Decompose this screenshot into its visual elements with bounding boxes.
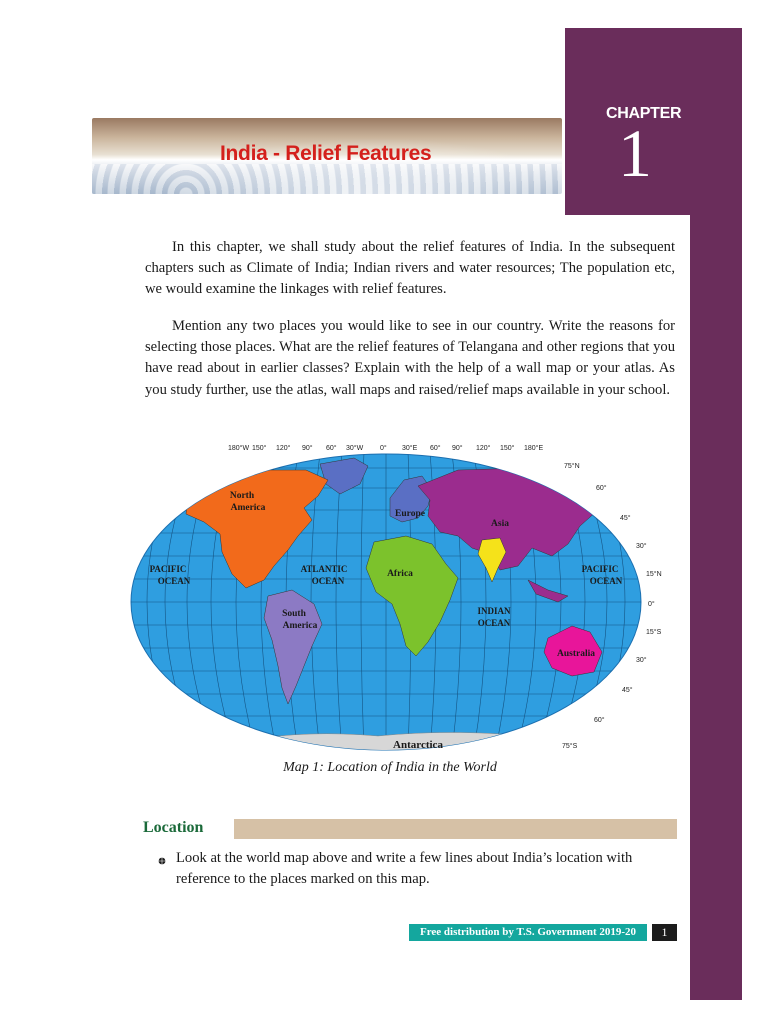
lon-tick: 150° xyxy=(500,445,515,452)
label-south-america-2: America xyxy=(282,621,318,631)
title-banner xyxy=(92,118,562,194)
lon-tick: 60° xyxy=(326,445,337,452)
label-antarctica: Antarctica xyxy=(393,739,443,751)
lat-tick: 30° xyxy=(636,657,647,664)
label-pacific-right-2: OCEAN xyxy=(589,576,623,586)
lat-tick: 15°S xyxy=(646,629,662,636)
lat-tick: 0° xyxy=(648,601,655,608)
label-atlantic-2: OCEAN xyxy=(311,576,345,586)
lon-tick: 30°E xyxy=(402,445,418,452)
world-map xyxy=(128,440,678,760)
lat-tick: 60° xyxy=(596,485,607,492)
label-pacific-left-2: OCEAN xyxy=(157,576,191,586)
lon-tick: 150° xyxy=(252,445,267,452)
page-edge-bar xyxy=(690,215,742,1000)
location-activity-text: Look at the world map above and write a few lines about India’s location with reference to the places marked on this map. xyxy=(176,850,633,887)
lon-tick: 60° xyxy=(430,445,441,452)
bullet-icon xyxy=(157,856,167,866)
label-north-america-2: America xyxy=(230,503,266,513)
label-europe: Europe xyxy=(395,509,425,519)
lat-tick: 45° xyxy=(620,515,631,522)
lon-tick: 30°W xyxy=(346,445,364,452)
lat-tick: 75°S xyxy=(562,743,578,750)
lon-tick: 180°E xyxy=(524,445,544,452)
label-pacific-right-1: PACIFIC xyxy=(581,564,619,574)
section-heading-bar xyxy=(234,819,677,839)
label-australia: Australia xyxy=(557,649,595,659)
lon-tick: 120° xyxy=(476,445,491,452)
banner-clouds xyxy=(92,164,562,194)
label-indian-1: INDIAN xyxy=(477,606,511,616)
lat-tick: 30° xyxy=(636,543,647,550)
lat-tick: 15°N xyxy=(646,571,662,578)
map-caption: Map 1: Location of India in the World xyxy=(283,760,497,775)
label-indian-2: OCEAN xyxy=(477,618,511,628)
section-heading-location: Location xyxy=(143,819,204,836)
lon-tick: 90° xyxy=(452,445,463,452)
footer-distribution-note: Free distribution by T.S. Government 2019-20 xyxy=(409,924,647,941)
lon-tick: 90° xyxy=(302,445,313,452)
page-number: 1 xyxy=(652,924,677,941)
chapter-number: 1 xyxy=(618,115,652,191)
chapter-label: CHAPTER xyxy=(606,105,682,122)
activity-paragraph: Mention any two places you would like to see in our country. Write the reasons for selecting those places. What are the relief features of Telangana and other regions that you have read about in earlier classes? Explain with the help of a wall map or your atlas. As you study further, use the atlas, wall maps and raised/relief maps available in your school. xyxy=(145,318,675,398)
label-south-america-1: South xyxy=(282,609,306,619)
lat-tick: 75°N xyxy=(564,463,580,470)
lon-tick: 180°W xyxy=(228,445,250,452)
lat-tick: 45° xyxy=(622,687,633,694)
label-africa: Africa xyxy=(387,569,413,579)
lat-tick: 60° xyxy=(594,717,605,724)
longitude-labels xyxy=(228,444,543,452)
label-pacific-left-1: PACIFIC xyxy=(149,564,187,574)
label-atlantic-1: ATLANTIC xyxy=(300,564,348,574)
label-asia: Asia xyxy=(491,519,509,529)
intro-paragraph: In this chapter, we shall study about the relief features of India. In the subsequent chapters such as Climate of India; Indian rivers and water resources; The population etc, we would examine the linkages with relief features. xyxy=(145,239,675,298)
lon-tick: 120° xyxy=(276,445,291,452)
chapter-title: India - Relief Features xyxy=(220,142,432,165)
label-north-america-1: North xyxy=(229,491,255,501)
lon-tick: 0° xyxy=(380,445,387,452)
